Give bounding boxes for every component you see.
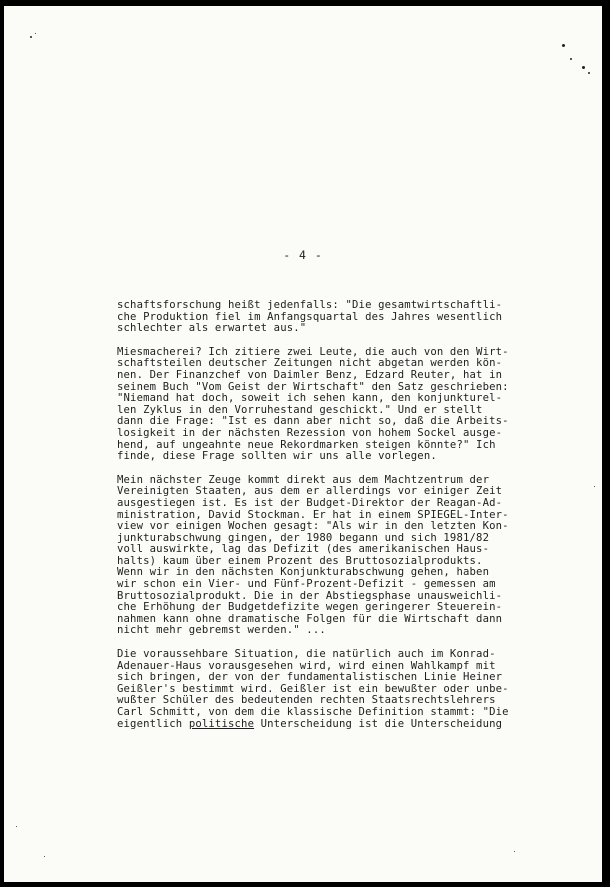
text-line: seinem Buch "Vom Geist der Wirtschaft" den Satz geschrieben: bbox=[117, 380, 509, 393]
text-line: finde, diese Frage sollten wir uns alle vorlegen. bbox=[117, 450, 437, 463]
text-line-last bbox=[117, 719, 597, 731]
text-line: view vor einigen Wochen gesagt: "Als wir in den letzten Kon- bbox=[117, 520, 509, 533]
paragraph-1 bbox=[117, 300, 597, 335]
text-line: Geißler's bestimmt wird. Geißler ist ein bewußter oder unbe- bbox=[117, 682, 509, 695]
scan-speck bbox=[514, 851, 515, 852]
text-line: Wenn wir in den nächsten Konjunkturabschwung gehen, haben bbox=[117, 566, 490, 579]
text-line: hend, auf ungeahnte neue Rekordmarken steigen könnte?" Ich bbox=[117, 438, 496, 451]
text-line: len Zyklus in den Vorruhestand geschickt." Und er stellt bbox=[117, 403, 483, 416]
text-line: dann die Frage: "Ist es dann aber nicht so, daß die Arbeits- bbox=[117, 415, 509, 428]
text-line: voll auswirkte, lag das Defizit (des amerikanischen Haus- bbox=[117, 543, 490, 556]
paragraph-2 bbox=[117, 347, 597, 463]
text-line: Carl Schmitt, von dem die klassische Definition stammt: "Die bbox=[117, 706, 509, 718]
text-line: schaftsteilen deutscher Zeitungen nicht abgetan werden kön- bbox=[117, 357, 503, 370]
scan-speck bbox=[30, 36, 32, 38]
text-line: losigkeit in der nächsten Rezession von hohem Sockel ausge- bbox=[117, 426, 503, 439]
text-segment: Unterscheidung ist die Unterscheidung bbox=[254, 717, 503, 730]
text-line: schlechter als erwartet aus." bbox=[117, 322, 307, 335]
page-number: - 4 - bbox=[283, 248, 323, 262]
scan-speck bbox=[562, 44, 565, 47]
text-segment: eigentlich bbox=[117, 717, 189, 730]
scan-speck bbox=[570, 58, 572, 60]
text-line: halts) kaum über einem Prozent des Bruttosozialprodukts. bbox=[117, 554, 483, 567]
scan-speck bbox=[582, 66, 585, 69]
text-line: wußter Schüler des bedeutenden rechten Staatsrechtslehrers bbox=[117, 694, 496, 707]
text-line: wir schon ein Vier- und Fünf-Prozent-Defizit - gemessen am bbox=[117, 578, 496, 591]
text-line: Miesmacherei? Ich zitiere zwei Leute, die auch von den Wirt- bbox=[117, 345, 509, 358]
text-line: ministration, David Stockman. Er hat in einem SPIEGEL-Inter- bbox=[117, 508, 509, 521]
text-line: Vereinigten Staaten, aus dem er allerdings vor einiger Zeit bbox=[117, 485, 503, 498]
text-line: Adenauer-Haus vorausgesehen wird, wird einen Wahlkampf mit bbox=[117, 659, 496, 672]
text-line: schaftsforschung heißt jedenfalls: "Die gesamtwirtschaftli- bbox=[117, 299, 503, 311]
text-line: che Produktion fiel im Anfangsquartal des Jahres wesentlich bbox=[117, 310, 503, 323]
text-line: sich bringen, der von der fundamentalistischen Linie Heiner bbox=[117, 671, 503, 684]
body-text bbox=[117, 300, 597, 742]
text-line: junkturabschwung gingen, der 1980 begann und sich 1981/82 bbox=[117, 531, 490, 544]
scan-speck bbox=[16, 826, 17, 827]
text-line: "Niemand hat doch, soweit ich sehen kann, den konjunkturel- bbox=[117, 392, 503, 405]
document-page bbox=[4, 6, 602, 882]
text-line: Mein nächster Zeuge kommt direkt aus dem Machtzentrum der bbox=[117, 473, 490, 486]
scan-speck bbox=[44, 856, 45, 857]
paragraph-3 bbox=[117, 475, 597, 637]
text-line: ausgestiegen ist. Es ist der Budget-Direktor der Reagan-Ad- bbox=[117, 496, 503, 509]
paragraph-4 bbox=[117, 649, 597, 730]
underlined-word: politische bbox=[188, 717, 255, 730]
text-line: nicht mehr gebremst werden." ... bbox=[117, 624, 326, 637]
text-line: che Erhöhung der Budgetdefizite wegen geringerer Steuerein- bbox=[117, 601, 503, 614]
scan-speck bbox=[588, 72, 590, 74]
scan-speck bbox=[35, 33, 36, 34]
text-line: Bruttosozialprodukt. Die in der Abstiegsphase unausweichli- bbox=[117, 589, 503, 602]
text-line: nahmen kann ohne dramatische Folgen für die Wirtschaft dann bbox=[117, 612, 503, 625]
text-line: Die voraussehbare Situation, die natürlich auch im Konrad- bbox=[117, 648, 496, 661]
text-line: nen. Der Finanzchef von Daimler Benz, Edzard Reuter, hat in bbox=[117, 368, 503, 381]
